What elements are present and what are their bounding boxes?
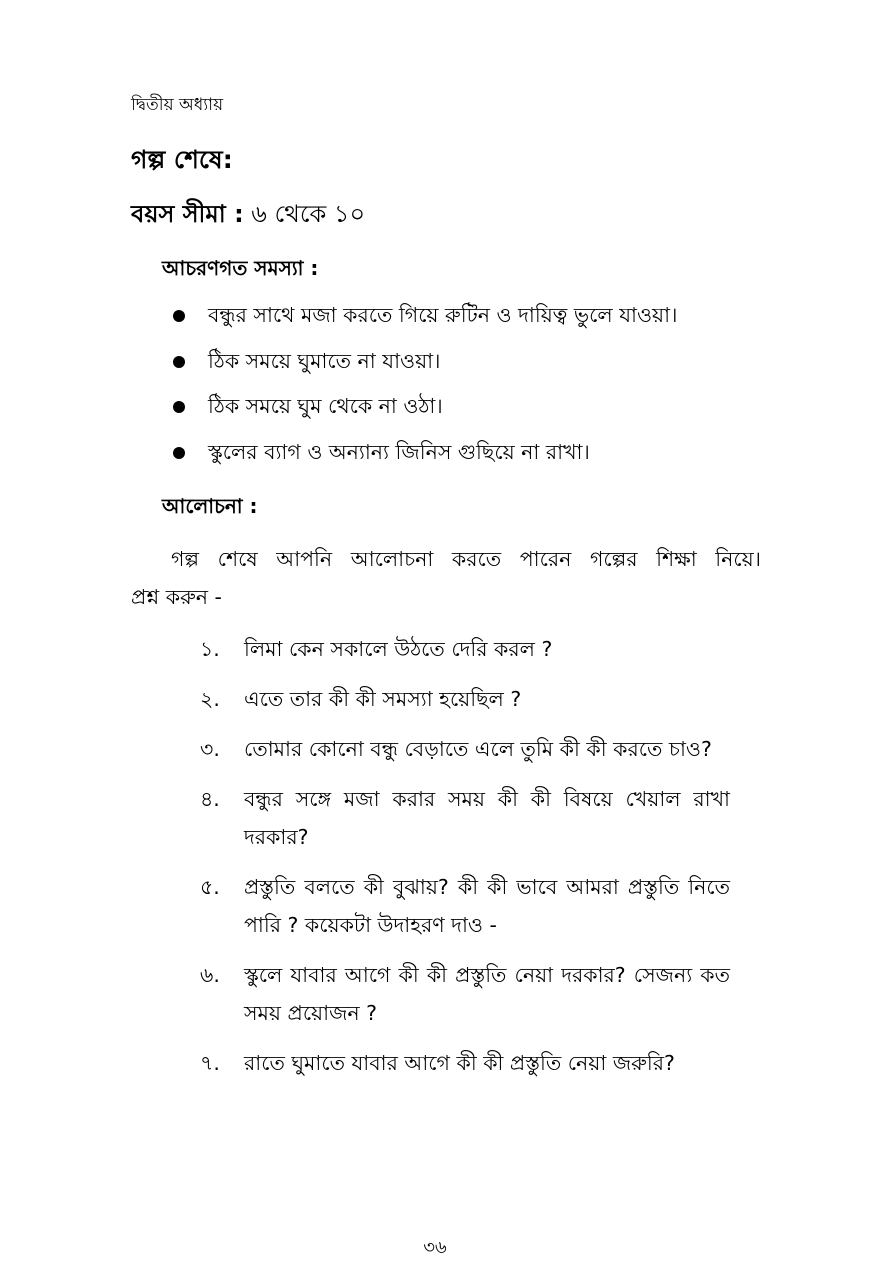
question-item <box>200 630 730 668</box>
question-number: ৭. <box>200 1051 220 1075</box>
list-item-text: বন্ধুর সাথে মজা করতে গিয়ে রুটিন ও দায়িত্ব ভুলে যাওয়া। <box>208 303 678 327</box>
question-number: ২. <box>200 687 220 711</box>
age-range-value: ৬ থেকে ১০ <box>243 200 366 228</box>
list-item-text: স্কুলের ব্যাগ ও অন্যান্য জিনিস গুছিয়ে না রাখা। <box>208 439 590 464</box>
discussion-heading: আলোচনা : <box>162 494 258 518</box>
question-text: রাতে ঘুমাতে যাবার আগে কী কী প্রস্তুতি নেয়া জরুরি? <box>244 1051 675 1075</box>
discussion-intro <box>131 540 761 616</box>
bullet-icon <box>173 447 185 459</box>
question-text: বন্ধুর সঙ্গে মজা করার সময় কী কী বিষয়ে খেয়াল রাখা দরকার? <box>244 787 730 849</box>
section-title: গল্প শেষে: <box>131 145 233 174</box>
question-text: স্কুলে যাবার আগে কী কী প্রস্তুতি নেয়া দরকার? সেজন্য কত সময় প্রয়োজন ? <box>244 963 730 1025</box>
bullet-icon <box>173 401 185 413</box>
list-item <box>170 437 810 483</box>
list-item <box>170 300 810 346</box>
question-item <box>200 868 730 944</box>
question-text: লিমা কেন সকালে উঠতে দেরি করল ? <box>244 637 553 661</box>
question-item <box>200 1044 730 1082</box>
question-item <box>200 780 730 856</box>
question-item <box>200 956 730 1032</box>
bullet-icon <box>173 356 185 368</box>
question-text: এতে তার কী কী সমস্যা হয়েছিল ? <box>244 687 522 711</box>
bullet-icon <box>173 310 185 322</box>
question-item <box>200 680 730 718</box>
question-number: ৫. <box>200 875 220 899</box>
question-list <box>200 630 730 1094</box>
behavioral-problems-list <box>170 300 810 482</box>
question-text: তোমার কোনো বন্ধু বেড়াতে এলে তুমি কী কী করতে চাও? <box>244 737 712 761</box>
question-number: ১. <box>200 637 220 661</box>
age-range-label: বয়স সীমা : <box>131 200 244 228</box>
question-text: প্রস্তুতি বলতে কী বুঝায়? কী কী ভাবে আমরা প্রস্তুতি নিতে পারি ? কয়েকটা উদাহরণ দাও - <box>244 875 730 937</box>
chapter-header: দ্বিতীয় অধ্যায় <box>131 95 224 115</box>
list-item <box>170 391 810 437</box>
discussion-intro-line-2: প্রশ্ন করুন - <box>131 585 222 609</box>
age-range <box>131 197 365 231</box>
discussion-intro-line-1: গল্প শেষে আপনি আলোচনা করতে পারেন গল্পের শিক্ষা নিয়ে। <box>171 547 761 571</box>
question-item <box>200 730 730 768</box>
list-item-text: ঠিক সময়ে ঘুম থেকে না ওঠা। <box>208 394 443 418</box>
behavioral-problems-heading: আচরণগত সমস্যা : <box>162 256 319 280</box>
list-item <box>170 346 810 392</box>
question-number: ৩. <box>200 737 220 761</box>
question-number: ৬. <box>200 963 220 987</box>
list-item-text: ঠিক সময়ে ঘুমাতে না যাওয়া। <box>208 348 441 373</box>
question-number: ৪. <box>200 787 220 811</box>
page-number: ৩৬ <box>423 1237 447 1258</box>
